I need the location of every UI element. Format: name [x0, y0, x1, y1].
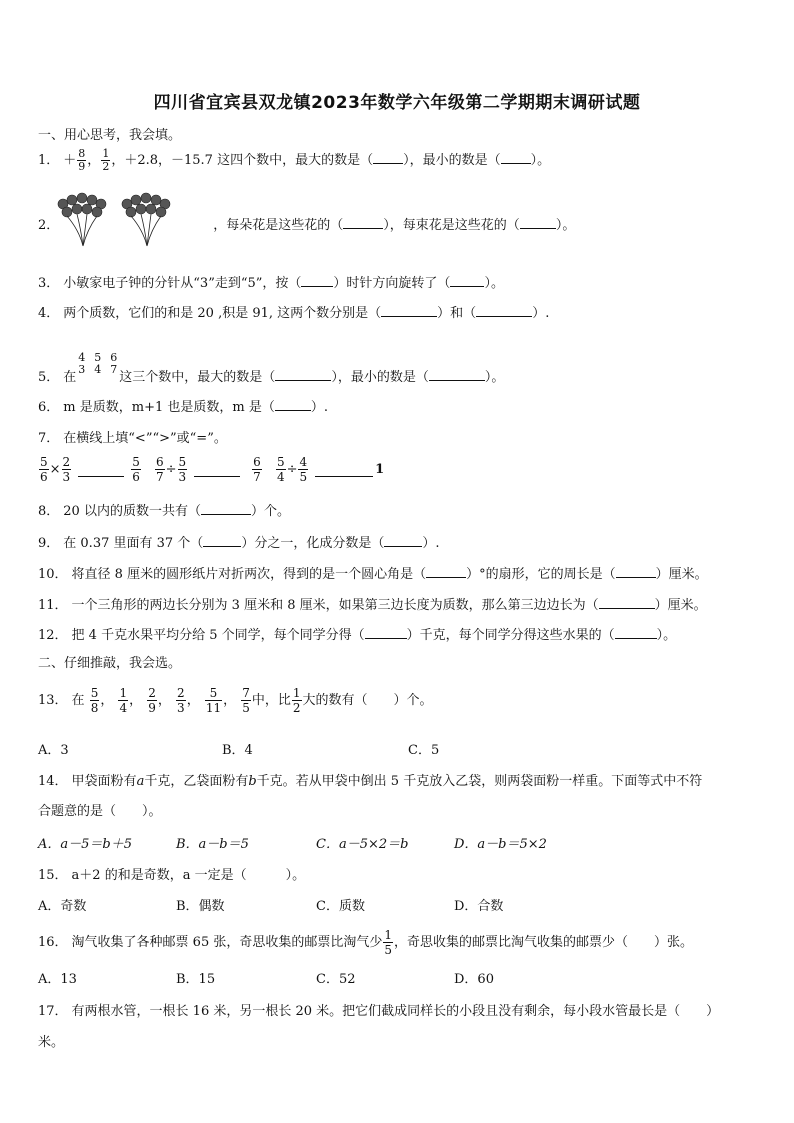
answer-blank[interactable] [501, 151, 531, 164]
question-12: 12． 把 4 千克水果平均分给 5 个同学，每个同学分得（ ）千克，每个同学分得这些水果的（ ）。 [38, 628, 677, 643]
answer-blank[interactable] [384, 534, 422, 547]
q13-options [38, 739, 439, 758]
compare-blank[interactable] [78, 462, 124, 477]
option-b[interactable]: B．偶数 [176, 899, 225, 914]
answer-blank[interactable] [203, 534, 241, 547]
answer-blank[interactable] [201, 502, 251, 515]
answer-blank[interactable] [616, 565, 656, 578]
answer-blank[interactable] [343, 216, 383, 229]
question-16: 16． 淘气收集了各种邮票 65 张，奇思收集的邮票比淘气少 $\frac{1}{5}$ ，奇思收集的邮票比淘气收集的邮票少（ ）张。 [38, 928, 694, 957]
page-title: 四川省宜宾县双龙镇2023年数学六年级第二学期期末调研试题 [153, 93, 641, 113]
option-b[interactable]: B．a－b＝5 [176, 837, 249, 852]
question-17-cont: 米。 [38, 1035, 65, 1050]
question-17: 17． 有两根水管，一根长 16 米，另一根长 20 米。把它们截成同样长的小段且没有剩余，每小段水管最长是（ ） [38, 1004, 720, 1019]
option-d[interactable]: D．合数 [454, 899, 504, 914]
question-1: 1． ＋ $\frac{8}{9}$ ， $\frac{1}{2}$ ，＋2.8，－15.7 这四个数中，最大的数是（ ），最小的数是（ ）。 [38, 147, 551, 173]
answer-blank[interactable] [450, 274, 484, 287]
option-a[interactable]: A．奇数 [38, 899, 87, 914]
comparison-1: $\frac{5}{6}$ × $\frac{2}{3}$ $\frac{5}{6}$ [40, 455, 140, 484]
question-9: 9． 在 0.37 里面有 37 个（ ）分之一，化成分数是（ ）. [38, 536, 440, 551]
option-b[interactable]: B．15 [176, 972, 216, 987]
section-heading-1: 一、用心思考，我会填。 [38, 128, 182, 143]
option-b[interactable]: B．4 [222, 743, 253, 758]
option-d[interactable]: D．a－b＝5×2 [454, 837, 547, 852]
answer-blank[interactable] [301, 274, 333, 287]
option-c[interactable]: C．5 [408, 743, 440, 758]
answer-blank[interactable] [373, 151, 403, 164]
compare-blank[interactable] [315, 462, 373, 477]
compare-blank[interactable] [194, 462, 240, 477]
option-a[interactable]: A．a－5＝b＋5 [38, 837, 133, 852]
option-a[interactable]: A．3 [38, 743, 69, 758]
question-5: 5． 在 4 3 5 4 6 7 这三个数中，最大的数是（ ），最小的数是（ ）。 [38, 351, 505, 385]
flower-bouquet-icon [55, 190, 185, 248]
question-14: 14． 甲袋面粉有a千克，乙袋面粉有b千克。若从甲袋中倒出 5 千克放入乙袋，则两袋面粉一样重。下面等式中不符 [38, 774, 703, 789]
question-3: 3． 小敏家电子钟的分针从“3”走到“5”，按（ ）时针方向旋转了（ ）。 [38, 276, 504, 291]
q16-options [38, 968, 494, 987]
question-2: 2． ，每朵花是这些花的（ ），每束花是这些花的（ ）。 [38, 218, 576, 233]
comparison-row [38, 455, 392, 491]
answer-blank[interactable] [615, 626, 657, 639]
question-14-cont: 合题意的是（ ）。 [38, 804, 162, 819]
answer-blank[interactable] [275, 398, 311, 411]
option-d[interactable]: D．60 [454, 972, 494, 987]
question-13: 13． 在 $\frac{5}{8}$ ， $\frac{1}{4}$ ， $\frac{2}{9}$ ， $\frac{2}{3}$ ， $\frac{5}{11}$ ， $\frac{7}{5}$ 中，比 $\frac{1}{2}$ 大的数有（ ）个。 [38, 686, 433, 715]
answer-blank[interactable] [599, 596, 655, 609]
answer-blank[interactable] [275, 368, 331, 381]
question-4: 4． 两个质数，它们的和是 20 ,积是 91, 这两个数分别是（ ）和（ ）. [38, 306, 550, 321]
comparison-2: $\frac{6}{7}$ ÷ $\frac{5}{3}$ $\frac{6}{7}$ [155, 455, 261, 484]
question-11: 11． 一个三角形的两边长分别为 3 厘米和 8 厘米，如果第三边长度为质数，那么第三边边长为（ ）厘米。 [38, 598, 707, 613]
answer-blank[interactable] [476, 304, 532, 317]
answer-blank[interactable] [381, 304, 437, 317]
section-heading-2: 二、仔细推敲，我会选。 [38, 656, 182, 671]
option-c[interactable]: C．52 [316, 972, 356, 987]
answer-blank[interactable] [426, 565, 466, 578]
question-15: 15． a＋2 的和是奇数，a 一定是（ ）。 [38, 868, 306, 883]
answer-blank[interactable] [429, 368, 485, 381]
answer-blank[interactable] [365, 626, 407, 639]
q15-options [38, 895, 503, 914]
question-8: 8． 20 以内的质数一共有（ ）个。 [38, 504, 290, 519]
question-6: 6． m 是质数，m+1 也是质数，m 是（ ）. [38, 400, 328, 415]
question-7: 7． 在横线上填“<”“>”或“=”。 [38, 431, 227, 446]
option-c[interactable]: C．质数 [316, 899, 365, 914]
question-10: 10． 将直径 8 厘米的圆形纸片对折两次，得到的是一个圆心角是（ ）°的扇形，它的周长是（ ）厘米。 [38, 567, 708, 582]
answer-blank[interactable] [520, 216, 556, 229]
option-c[interactable]: C．a－5×2＝b [316, 837, 409, 852]
q14-options [38, 833, 547, 852]
comparison-3: $\frac{5}{4}$ ÷ $\frac{4}{5}$ 1 [276, 455, 385, 484]
option-a[interactable]: A．13 [38, 972, 77, 987]
